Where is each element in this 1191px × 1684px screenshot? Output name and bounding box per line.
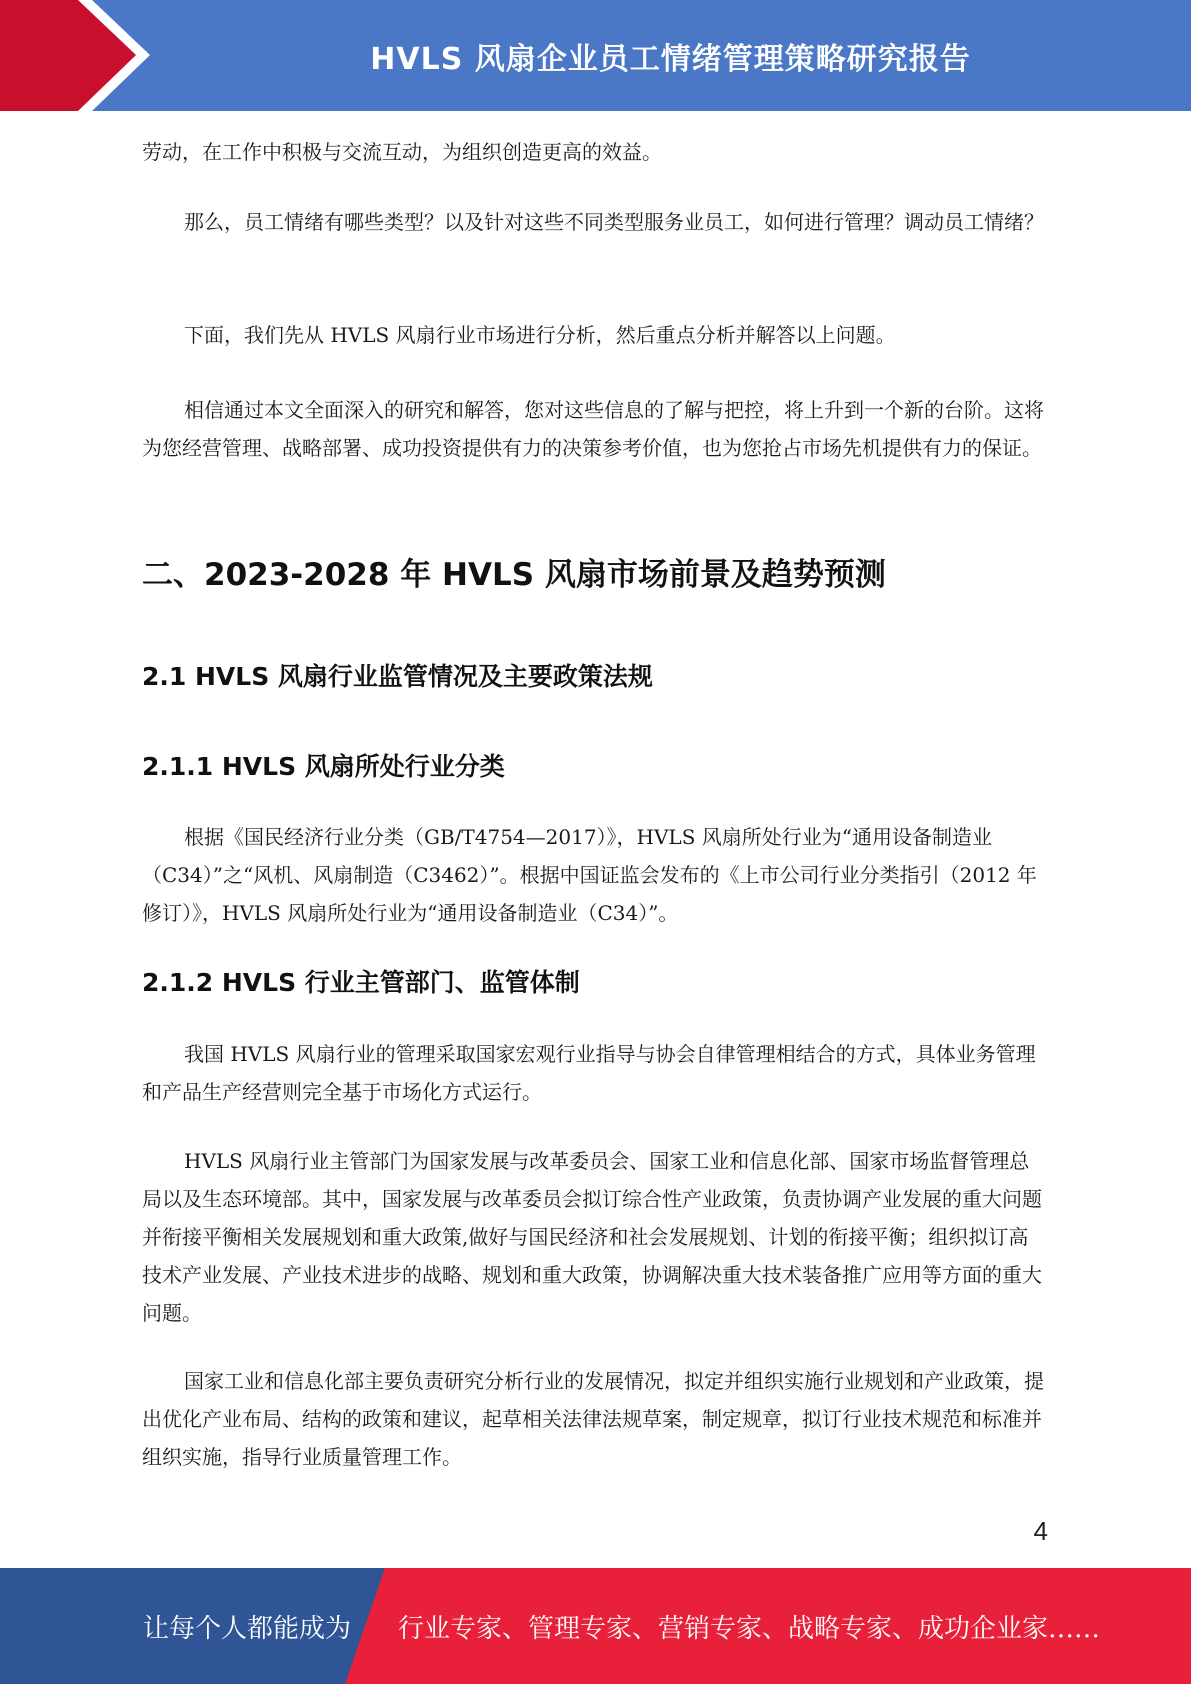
paragraph-7: HVLS 风扇行业主管部门为国家发展与改革委员会、国家工业和信息化部、国家市场监督管理总局以及生态环境部。其中，国家发展与改革委员会拟订综合性产业政策，负责协调产业发展的重大问题并衔接平衡相关发展规划和重大政策,做好与国民经济和社会发展规划、计划的衔接平衡；组织拟订高技术产业发展、产业技术进步的战略、规划和重大政策，协调解决重大技术装备推广应用等方面的重大问题。 [142,1149,1042,1325]
paragraph-4: 相信通过本文全面深入的研究和解答，您对这些信息的了解与把控，将上升到一个新的台阶。这将为您经营管理、战略部署、成功投资提供有力的决策参考价值，也为您抢占市场先机提供有力的保证。 [142,398,1044,460]
paragraph-3: 下面，我们先从 HVLS 风扇行业市场进行分析，然后重点分析并解答以上问题。 [184,323,896,347]
page-footer [0,1568,1191,1684]
header-title: HVLS 风扇企业员工情绪管理策略研究报告 [370,41,971,77]
footer-slogan-left: 让每个人都能成为 [143,1613,352,1644]
page-header [0,0,1191,111]
paragraph-6: 我国 HVLS 风扇行业的管理采取国家宏观行业指导与协会自律管理相结合的方式，具体业务管理和产品生产经营则完全基于市场化方式运行。 [142,1042,1036,1104]
paragraph-5: 根据《国民经济行业分类（GB/T4754—2017）》，HVLS 风扇所处行业为“通用设备制造业（C34）”之“风机、风扇制造（C3462）”。根据中国证监会发布的《上市公司行业分类指引（2012 年修订）》，HVLS 风扇所处行业为“通用设备制造业（C34）”。 [142,825,1037,925]
page-number: 4 [1033,1516,1048,1546]
section-heading-2: 二、2023-2028 年 HVLS 风扇市场前景及趋势预测 [142,557,886,593]
footer-slogan-right: 行业专家、管理专家、营销专家、战略专家、成功企业家…… [398,1613,1101,1644]
paragraph-2: 那么，员工情绪有哪些类型？以及针对这些不同类型服务业员工，如何进行管理？调动员工情绪？ [184,210,1044,234]
subsection-heading-2-1-2: 2.1.2 HVLS 行业主管部门、监管体制 [142,968,580,997]
paragraph-1: 劳动，在工作中积极与交流互动，为组织创造更高的效益。 [142,140,662,164]
subsection-heading-2-1: 2.1 HVLS 风扇行业监管情况及主要政策法规 [142,662,653,691]
header-chevron-decoration [0,0,160,111]
paragraph-8: 国家工业和信息化部主要负责研究分析行业的发展情况，拟定并组织实施行业规划和产业政策，提出优化产业布局、结构的政策和建议，起草相关法律法规草案，制定规章，拟订行业技术规范和标准并组织实施，指导行业质量管理工作。 [142,1369,1044,1469]
subsection-heading-2-1-1: 2.1.1 HVLS 风扇所处行业分类 [142,752,505,781]
